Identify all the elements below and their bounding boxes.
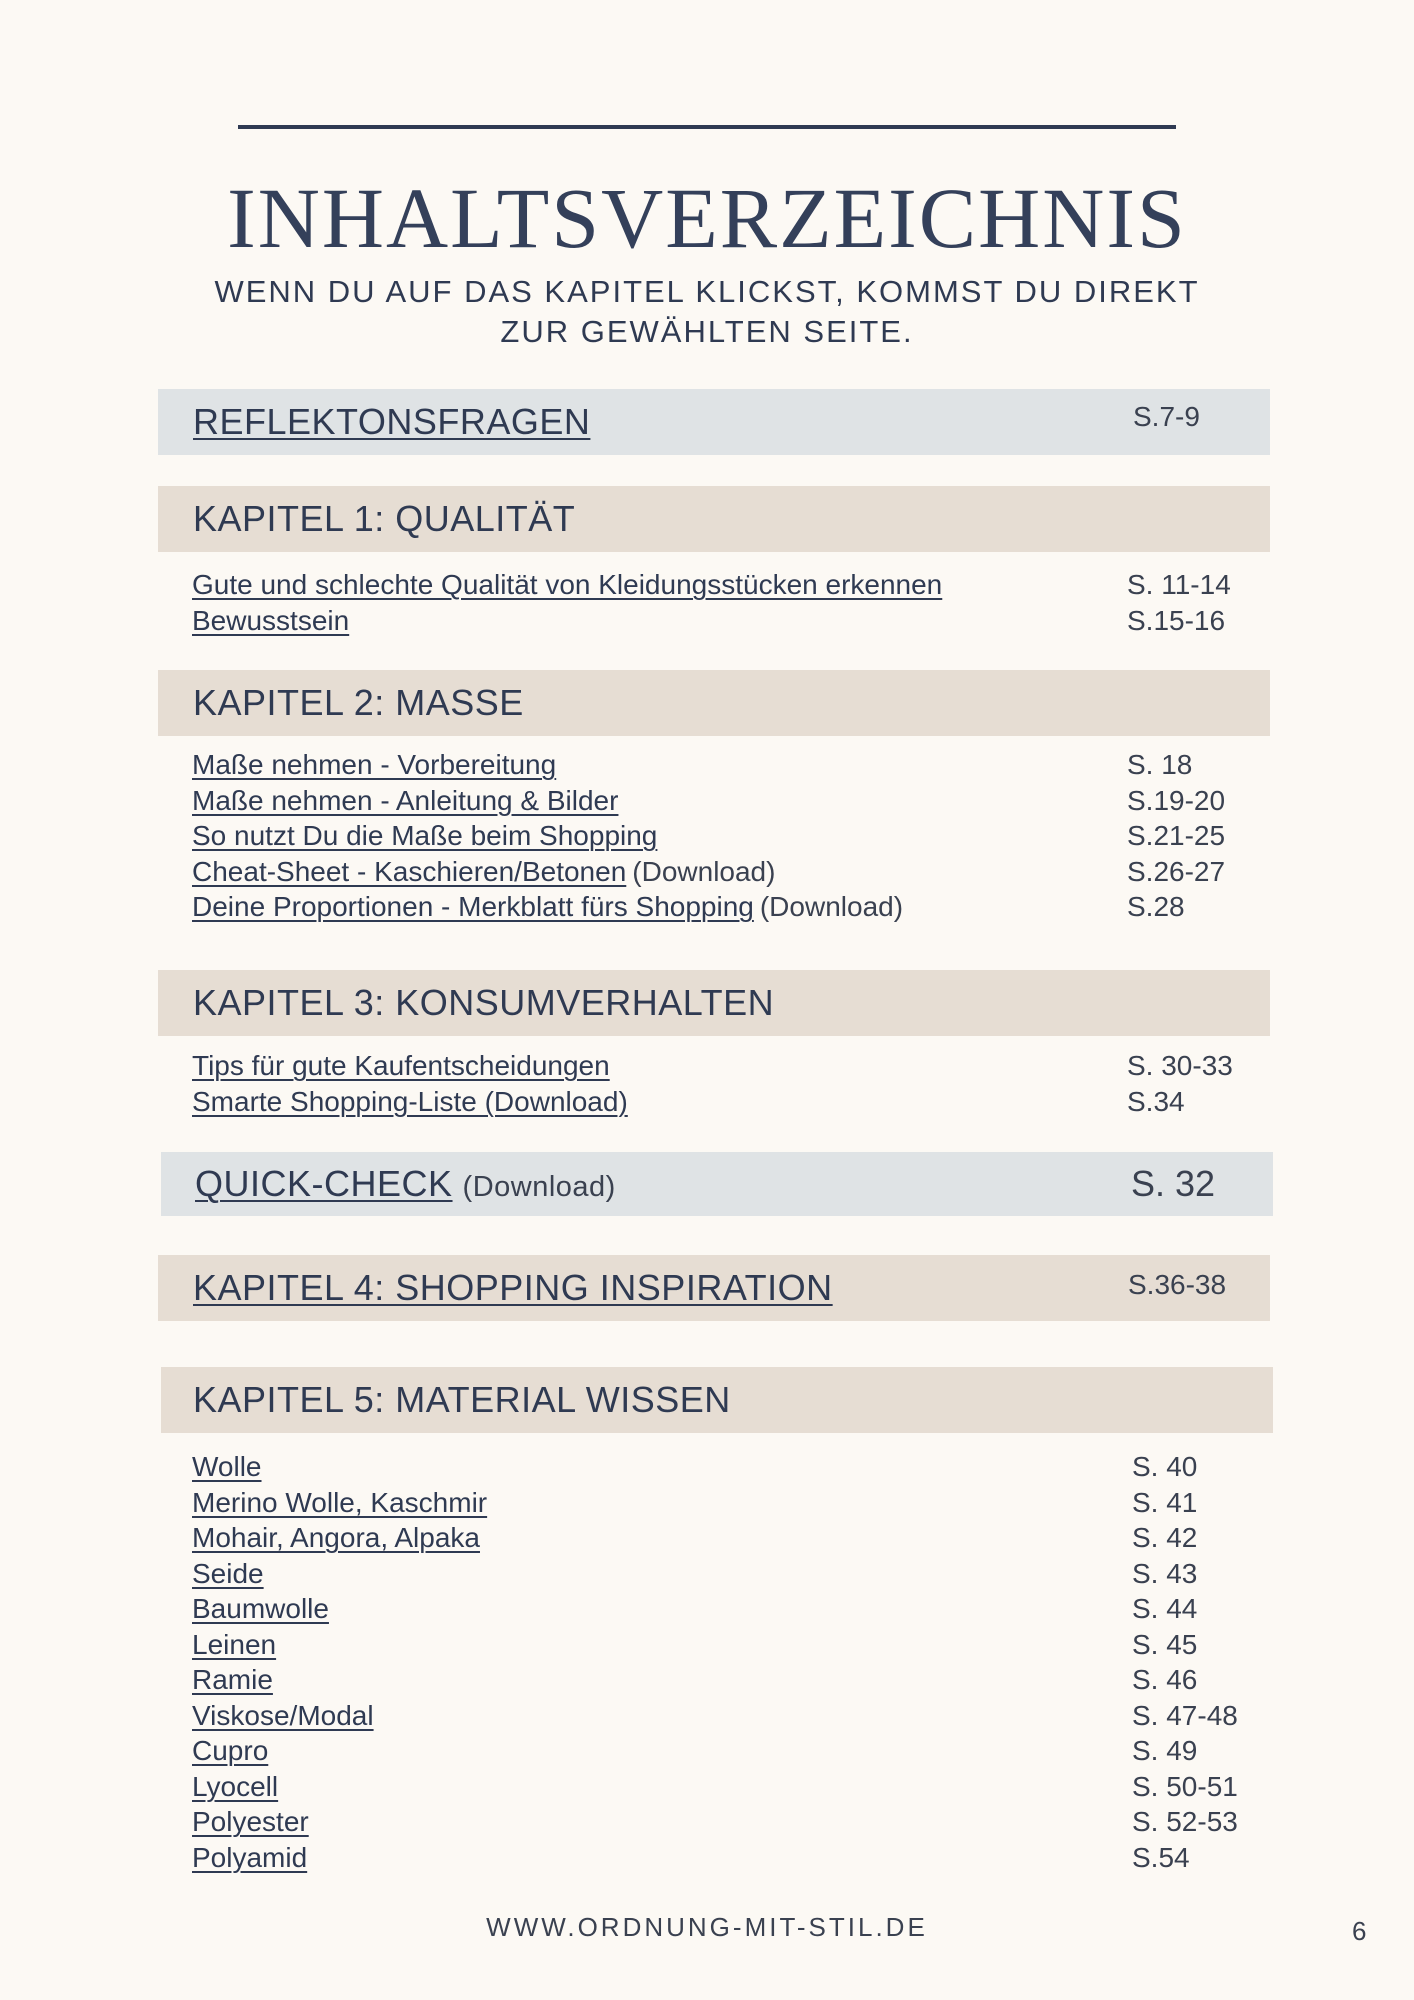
- list-item[interactable]: [192, 1840, 1272, 1876]
- chapter-5-header: [161, 1367, 1273, 1433]
- chapter-2-header: [158, 670, 1270, 736]
- download-note: (Download): [759, 891, 904, 922]
- list-item[interactable]: [192, 1769, 1272, 1805]
- chapter-1-title: KAPITEL 1: QUALITÄT: [193, 498, 576, 539]
- footer-url: WWW.ORDNUNG-MIT-STIL.DE: [486, 1912, 928, 1942]
- list-item[interactable]: [192, 889, 1272, 925]
- chapter-3-header: [158, 970, 1270, 1036]
- page-ref: S. 44: [1132, 1593, 1198, 1624]
- page-subtitle: [200, 272, 1214, 352]
- toc-link[interactable]: Baumwolle: [192, 1593, 329, 1624]
- chapter-5-title: KAPITEL 5: MATERIAL WISSEN: [193, 1379, 731, 1420]
- chapter-2-list: [192, 747, 1272, 925]
- page-ref: S.54: [1132, 1841, 1190, 1873]
- subtitle-line-2: ZUR GEWÄHLTEN SEITE.: [500, 314, 914, 349]
- list-item[interactable]: [192, 1048, 1272, 1084]
- download-note: (Download): [632, 855, 776, 887]
- page-ref: S. 46: [1132, 1664, 1198, 1695]
- list-item[interactable]: [192, 1449, 1272, 1485]
- page-ref: S.28: [1127, 891, 1185, 922]
- page-ref: S. 47-48: [1132, 1699, 1238, 1731]
- page-ref: S. 41: [1132, 1486, 1198, 1518]
- toc-link[interactable]: Smarte Shopping-Liste (Download): [192, 1085, 628, 1117]
- list-item[interactable]: [192, 747, 1272, 783]
- download-note: (Download): [462, 1171, 616, 1203]
- toc-link[interactable]: Seide: [192, 1557, 264, 1589]
- page-ref: S. 49: [1132, 1735, 1198, 1766]
- chapter-1-list: [192, 567, 1272, 638]
- toc-link[interactable]: Viskose/Modal: [192, 1699, 374, 1731]
- toc-link[interactable]: Polyamid: [192, 1841, 308, 1873]
- page-ref: S. 52-53: [1132, 1806, 1238, 1837]
- list-item[interactable]: [192, 1662, 1272, 1698]
- page-number: 6: [1352, 1916, 1367, 1946]
- chapter-1-header: [158, 486, 1270, 552]
- page-ref: S. 18: [1127, 749, 1193, 780]
- toc-link[interactable]: Bewusstsein: [192, 604, 350, 636]
- page-ref: S. 11-14: [1127, 569, 1231, 600]
- page-ref: S. 42: [1132, 1522, 1198, 1553]
- list-item[interactable]: [192, 1520, 1272, 1556]
- toc-link[interactable]: Wolle: [192, 1451, 262, 1482]
- toc-link[interactable]: Cheat-Sheet - Kaschieren/Betonen: [192, 855, 627, 887]
- page-ref: S. 50-51: [1132, 1770, 1238, 1802]
- list-item[interactable]: [192, 1591, 1272, 1627]
- chapter-5-list: [192, 1449, 1272, 1875]
- list-item[interactable]: [192, 1485, 1272, 1521]
- chapter-3-list: [192, 1048, 1272, 1119]
- toc-link[interactable]: Lyocell: [192, 1770, 279, 1802]
- top-divider: [238, 125, 1176, 129]
- toc-link[interactable]: Polyester: [192, 1806, 309, 1837]
- page-ref: S.21-25: [1127, 820, 1226, 851]
- page-ref: S.34: [1127, 1085, 1185, 1117]
- quickcheck-page: S. 32: [1131, 1163, 1216, 1204]
- chapter-4-page: S.36-38: [1128, 1269, 1227, 1300]
- chapter-2-title: KAPITEL 2: MASSE: [193, 682, 524, 723]
- page-title: INHALTSVERZEICHNIS: [227, 170, 1187, 266]
- quickcheck-link[interactable]: QUICK-CHECK: [195, 1163, 453, 1204]
- page-ref: S. 45: [1132, 1628, 1198, 1660]
- list-item[interactable]: [192, 783, 1272, 819]
- toc-link[interactable]: Leinen: [192, 1628, 277, 1660]
- toc-link[interactable]: Mohair, Angora, Alpaka: [192, 1522, 480, 1553]
- chapter-4-link[interactable]: KAPITEL 4: SHOPPING INSPIRATION: [193, 1267, 833, 1308]
- list-item[interactable]: [192, 1627, 1272, 1663]
- chapter-4-band[interactable]: [158, 1255, 1270, 1321]
- subtitle-line-1: WENN DU AUF DAS KAPITEL KLICKST, KOMMST DU DIREKT: [214, 274, 1200, 309]
- toc-link[interactable]: Cupro: [192, 1735, 269, 1766]
- page-ref: S.15-16: [1127, 604, 1226, 636]
- toc-link[interactable]: Gute und schlechte Qualität von Kleidungsstücken erkennen: [192, 569, 943, 600]
- toc-link[interactable]: Tips für gute Kaufentscheidungen: [192, 1050, 610, 1081]
- list-item[interactable]: [192, 567, 1272, 603]
- chapter-3-title: KAPITEL 3: KONSUMVERHALTEN: [193, 982, 775, 1023]
- list-item[interactable]: [192, 854, 1272, 890]
- list-item[interactable]: [192, 1733, 1272, 1769]
- reflection-link[interactable]: REFLEKTONSFRAGEN: [193, 401, 591, 442]
- list-item[interactable]: [192, 1084, 1272, 1120]
- list-item[interactable]: [192, 818, 1272, 854]
- list-item[interactable]: [192, 1804, 1272, 1840]
- page-ref: S.19-20: [1127, 784, 1226, 816]
- page-ref: S. 40: [1132, 1451, 1198, 1482]
- quickcheck-band[interactable]: [161, 1152, 1273, 1216]
- list-item[interactable]: [192, 1698, 1272, 1734]
- page-ref: S.26-27: [1127, 855, 1226, 887]
- toc-link[interactable]: Merino Wolle, Kaschmir: [192, 1486, 488, 1518]
- page-ref: S. 43: [1132, 1557, 1198, 1589]
- page-ref: S. 30-33: [1127, 1050, 1233, 1081]
- toc-link[interactable]: So nutzt Du die Maße beim Shopping: [192, 820, 658, 851]
- toc-link[interactable]: Maße nehmen - Vorbereitung: [192, 749, 557, 780]
- list-item[interactable]: [192, 1556, 1272, 1592]
- list-item[interactable]: [192, 603, 1272, 639]
- toc-link[interactable]: Deine Proportionen - Merkblatt fürs Shopping: [192, 891, 754, 922]
- reflection-band[interactable]: [158, 389, 1270, 455]
- toc-link[interactable]: Maße nehmen - Anleitung & Bilder: [192, 784, 619, 816]
- reflection-page: S.7-9: [1133, 401, 1200, 432]
- toc-link[interactable]: Ramie: [192, 1664, 273, 1695]
